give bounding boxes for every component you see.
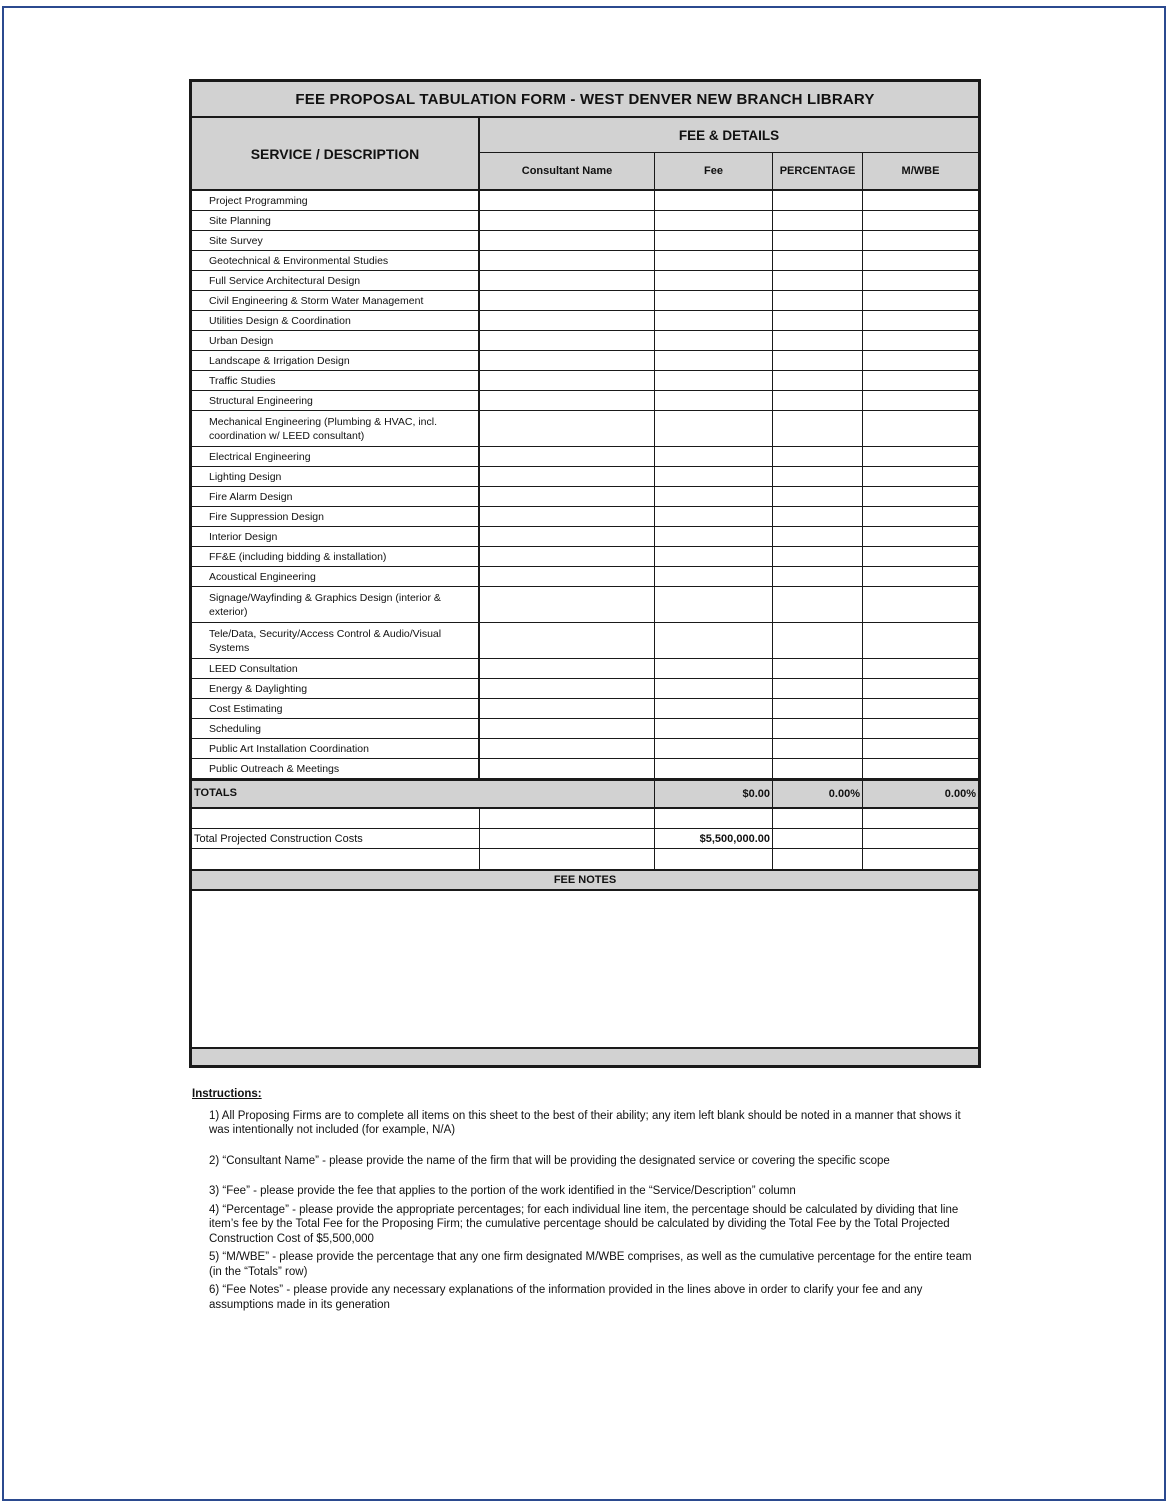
mwbe-cell[interactable] [863,391,978,410]
blank-label-cell [192,849,480,869]
instruction-item: 5) “M/WBE” - please provide the percentage that any one firm designated M/WBE comprises, as well as the cumulative percentage for the entire team (in the “Totals” row) [209,1251,972,1278]
fee-cell[interactable] [655,231,773,250]
percentage-cell[interactable] [773,487,863,506]
instructions-title: Instructions: [192,1088,262,1100]
fee-cell[interactable] [655,567,773,586]
instruction-item: 6) “Fee Notes” - please provide any necessary explanations of the information provided in the lines above in order to clarify your fee and any assumptions made in its generation [209,1284,923,1311]
percentage-cell[interactable] [773,291,863,310]
mwbe-cell[interactable] [863,411,978,446]
fee-cell[interactable] [655,487,773,506]
consultant-name-cell[interactable] [480,447,655,466]
fee-cell[interactable] [655,467,773,486]
blank-label-cell [192,809,480,828]
service-label: Interior Design [192,527,480,546]
totals-fee[interactable]: $0.00 [655,781,773,807]
percentage-cell[interactable] [773,679,863,698]
service-label: Urban Design [192,331,480,350]
mwbe-cell[interactable] [863,191,978,210]
fee-cell[interactable] [655,331,773,350]
consultant-name-cell[interactable] [480,251,655,270]
fee-cell[interactable] [655,311,773,330]
fee-cell[interactable] [655,211,773,230]
service-label: Project Programming [192,191,480,210]
construction-cost-amount[interactable]: $5,500,000.00 [655,829,773,848]
service-rows [192,191,978,779]
construction-cost-row [192,829,978,849]
fee-column-headers [480,153,978,189]
percentage-cell[interactable] [773,623,863,658]
service-label: Full Service Architectural Design [192,271,480,290]
service-label: Acoustical Engineering [192,567,480,586]
service-label: Public Art Installation Coordination [192,739,480,758]
blank-cell[interactable] [773,849,863,869]
consultant-name-cell[interactable] [480,547,655,566]
consultant-name-cell[interactable] [480,211,655,230]
percentage-cell[interactable] [773,739,863,758]
consultant-name-cell[interactable] [480,719,655,738]
percentage-cell[interactable] [773,699,863,718]
service-row [192,391,978,411]
fee-cell[interactable] [655,371,773,390]
service-row [192,447,978,467]
mwbe-cell[interactable] [863,291,978,310]
mwbe-cell[interactable] [863,527,978,546]
service-label: Fire Suppression Design [192,507,480,526]
service-row [192,507,978,527]
service-label: LEED Consultation [192,659,480,678]
blank-cell[interactable] [773,829,863,848]
fee-notes-header: FEE NOTES [192,869,978,891]
consultant-name-cell[interactable] [480,507,655,526]
consultant-name-cell[interactable] [480,487,655,506]
mwbe-cell[interactable] [863,311,978,330]
percentage-cell[interactable] [773,567,863,586]
blank-row [192,849,978,869]
mwbe-cell[interactable] [863,251,978,270]
service-row [192,527,978,547]
percentage-cell[interactable] [773,659,863,678]
fee-cell[interactable] [655,527,773,546]
mwbe-cell[interactable] [863,759,978,778]
mwbe-cell[interactable] [863,487,978,506]
service-row [192,311,978,331]
service-row [192,371,978,391]
fee-cell[interactable] [655,739,773,758]
consultant-name-cell[interactable] [480,271,655,290]
consultant-name-cell[interactable] [480,679,655,698]
percentage-cell[interactable] [773,391,863,410]
service-row [192,411,978,447]
service-row [192,623,978,659]
mwbe-cell[interactable] [863,623,978,658]
service-row [192,251,978,271]
percentage-cell[interactable] [773,527,863,546]
service-label: Geotechnical & Environmental Studies [192,251,480,270]
percentage-header: PERCENTAGE [773,153,863,189]
service-description-header: SERVICE / DESCRIPTION [192,118,480,189]
blank-cell[interactable] [863,849,978,869]
service-row [192,547,978,567]
fee-cell[interactable] [655,391,773,410]
service-label: Lighting Design [192,467,480,486]
blank-cell[interactable] [480,809,655,828]
service-label: Fire Alarm Design [192,487,480,506]
service-row [192,231,978,251]
consultant-name-cell[interactable] [480,411,655,446]
fee-cell[interactable] [655,507,773,526]
fee-cell[interactable] [655,251,773,270]
instruction-item: 2) “Consultant Name” - please provide the name of the firm that will be providing the designated service or covering the specific scope [209,1154,890,1167]
form-footer-bar [192,1049,978,1065]
fee-cell[interactable] [655,679,773,698]
blank-cell[interactable] [480,849,655,869]
percentage-cell[interactable] [773,411,863,446]
mwbe-cell[interactable] [863,271,978,290]
percentage-cell[interactable] [773,311,863,330]
mwbe-cell[interactable] [863,567,978,586]
consultant-name-cell[interactable] [480,391,655,410]
mwbe-cell[interactable] [863,351,978,370]
fee-cell[interactable] [655,759,773,778]
totals-label: TOTALS [192,781,655,807]
service-row [192,719,978,739]
consultant-name-cell[interactable] [480,699,655,718]
service-row [192,211,978,231]
consultant-name-header: Consultant Name [480,153,655,189]
service-label: Landscape & Irrigation Design [192,351,480,370]
service-label: Site Planning [192,211,480,230]
consultant-name-cell[interactable] [480,527,655,546]
instruction-item: 4) “Percentage” - please provide the appropriate percentages; for each individual line item, the percentage should be calculated by dividing that line item’s fee by the Total Fee for the Proposing Firm; the cumulative percentage should be calculated by dividing the Total Fee by the Total Projected Construction Cost of $5,500,000 [209,1203,959,1245]
fee-cell[interactable] [655,699,773,718]
percentage-cell[interactable] [773,231,863,250]
mwbe-cell[interactable] [863,719,978,738]
mwbe-header: M/WBE [901,165,940,177]
percentage-cell[interactable] [773,211,863,230]
mwbe-cell[interactable] [863,659,978,678]
service-row [192,191,978,211]
service-row [192,679,978,699]
blank-cell[interactable] [863,809,978,828]
service-row [192,699,978,719]
fee-cell[interactable] [655,411,773,446]
mwbe-cell[interactable] [863,447,978,466]
service-row [192,587,978,623]
consultant-name-cell[interactable] [480,191,655,210]
service-label: Site Survey [192,231,480,250]
service-label: Energy & Daylighting [192,679,480,698]
consultant-name-cell[interactable] [480,351,655,370]
mwbe-cell[interactable] [863,587,978,622]
mwbe-cell[interactable] [863,331,978,350]
service-row [192,331,978,351]
consultant-name-cell[interactable] [480,623,655,658]
consultant-name-cell[interactable] [480,291,655,310]
service-label: Signage/Wayfinding & Graphics Design (interior & exterior) [192,587,480,622]
totals-percentage[interactable]: 0.00% [773,781,863,807]
fee-cell[interactable] [655,659,773,678]
percentage-cell[interactable] [773,547,863,566]
mwbe-cell[interactable] [863,371,978,390]
percentage-cell[interactable] [773,351,863,370]
service-label: Tele/Data, Security/Access Control & Audio/Visual Systems [192,623,480,658]
service-label: Cost Estimating [192,699,480,718]
instruction-item: 3) “Fee” - please provide the fee that applies to the portion of the work identified in the “Service/Description” column [209,1185,796,1197]
consultant-name-cell[interactable] [480,231,655,250]
service-row [192,739,978,759]
fee-proposal-form [189,79,981,1068]
consultant-name-cell[interactable] [480,587,655,622]
form-title: FEE PROPOSAL TABULATION FORM - WEST DENVER NEW BRANCH LIBRARY [192,82,978,118]
service-row [192,759,978,779]
totals-row [192,779,978,809]
service-label: FF&E (including bidding & installation) [192,547,480,566]
service-label: Utilities Design & Coordination [192,311,480,330]
service-row [192,351,978,371]
percentage-cell[interactable] [773,447,863,466]
blank-cell[interactable] [863,829,978,848]
fee-cell[interactable] [655,719,773,738]
consultant-name-cell[interactable] [480,331,655,350]
service-row [192,659,978,679]
mwbe-cell[interactable] [863,231,978,250]
service-label: Traffic Studies [192,371,480,390]
fee-notes-area[interactable] [192,891,978,1049]
mwbe-cell[interactable] [863,467,978,486]
service-label: Electrical Engineering [192,447,480,466]
service-label: Public Outreach & Meetings [192,759,480,778]
service-row [192,271,978,291]
consultant-name-cell[interactable] [480,567,655,586]
fee-cell[interactable] [655,587,773,622]
fee-header: Fee [655,153,773,189]
percentage-cell[interactable] [773,719,863,738]
consultant-name-cell[interactable] [480,371,655,390]
fee-cell[interactable] [655,291,773,310]
service-row [192,567,978,587]
service-label: Civil Engineering & Storm Water Management [192,291,480,310]
percentage-cell[interactable] [773,331,863,350]
percentage-cell[interactable] [773,759,863,778]
service-row [192,467,978,487]
percentage-cell[interactable] [773,251,863,270]
consultant-name-cell[interactable] [480,467,655,486]
service-row [192,291,978,311]
blank-cell[interactable] [655,849,773,869]
consultant-name-cell[interactable] [480,739,655,758]
mwbe-cell[interactable] [863,739,978,758]
mwbe-cell[interactable] [863,507,978,526]
table-header [192,118,978,191]
mwbe-cell[interactable] [863,211,978,230]
service-label: Structural Engineering [192,391,480,410]
service-label: Scheduling [192,719,480,738]
consultant-name-cell[interactable] [480,659,655,678]
percentage-cell[interactable] [773,271,863,290]
percentage-cell[interactable] [773,191,863,210]
fee-cell[interactable] [655,191,773,210]
totals-mwbe[interactable]: 0.00% [944,788,976,800]
percentage-cell[interactable] [773,371,863,390]
blank-cell[interactable] [773,809,863,828]
mwbe-cell[interactable] [863,699,978,718]
mwbe-cell[interactable] [863,547,978,566]
percentage-cell[interactable] [773,507,863,526]
service-label: Mechanical Engineering (Plumbing & HVAC, incl. coordination w/ LEED consultant) [192,411,480,446]
construction-cost-label: Total Projected Construction Costs [192,829,480,848]
fee-cell[interactable] [655,351,773,370]
instruction-item: 1) All Proposing Firms are to complete all items on this sheet to the best of their ability; any item left blank should be noted in a manner that shows it was intentionally not included (for example, N/A) [209,1109,961,1136]
fee-cell[interactable] [655,447,773,466]
fee-cell[interactable] [655,623,773,658]
fee-details-header: FEE & DETAILS [480,118,978,153]
service-row [192,487,978,507]
percentage-cell[interactable] [773,467,863,486]
fee-cell[interactable] [655,547,773,566]
fee-details-group [480,118,978,189]
consultant-name-cell[interactable] [480,759,655,778]
percentage-cell[interactable] [773,587,863,622]
fee-cell[interactable] [655,271,773,290]
blank-cell[interactable] [655,809,773,828]
blank-row [192,809,978,829]
instructions [192,1087,977,1316]
blank-cell[interactable] [480,829,655,848]
mwbe-cell[interactable] [863,679,978,698]
consultant-name-cell[interactable] [480,311,655,330]
